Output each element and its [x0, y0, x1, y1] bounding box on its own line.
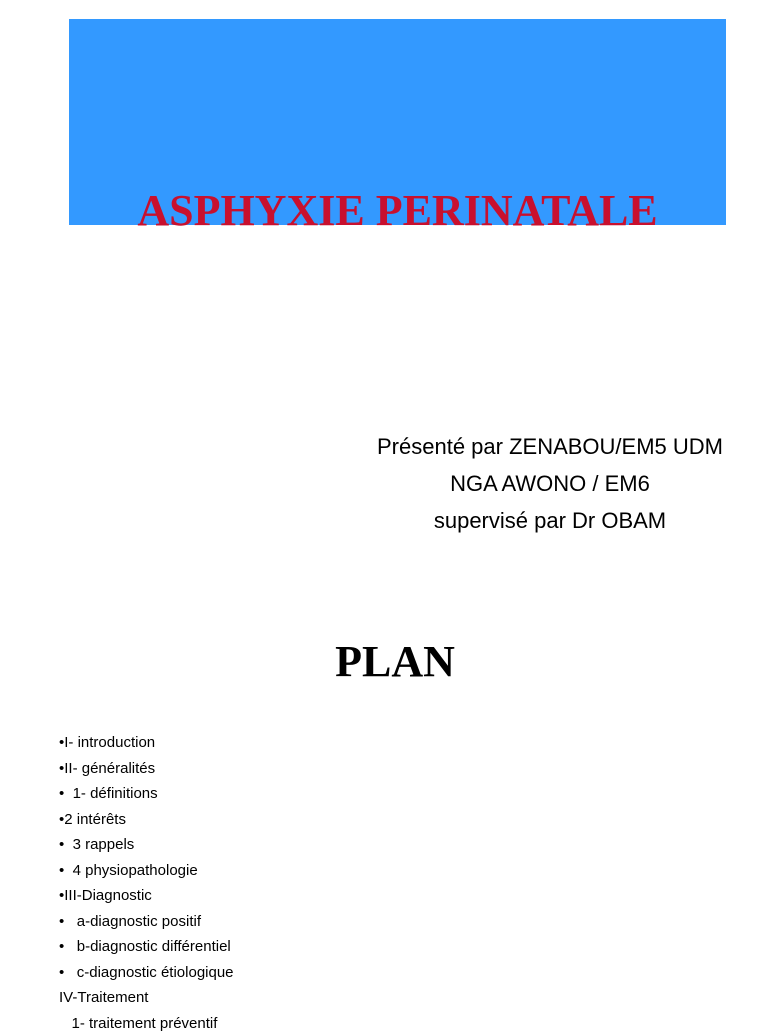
list-item: IV-Traitement: [59, 985, 234, 1011]
list-item: • 1- définitions: [59, 781, 234, 807]
plan-list: [59, 730, 234, 1036]
list-item: • c-diagnostic étiologique: [59, 960, 234, 986]
list-item: 1- traitement préventif: [59, 1011, 234, 1036]
list-item: •I- introduction: [59, 730, 234, 756]
list-item: •II- généralités: [59, 756, 234, 782]
list-item: • 4 physiopathologie: [59, 858, 234, 884]
list-item: • b-diagnostic différentiel: [59, 934, 234, 960]
presenters-block: [340, 428, 760, 539]
list-item: • 3 rappels: [59, 832, 234, 858]
presenter-line: NGA AWONO / EM6: [340, 465, 760, 502]
list-item: •III-Diagnostic: [59, 883, 234, 909]
slide-title: ASPHYXIE PERINATALE: [69, 183, 726, 239]
list-item: • a-diagnostic positif: [59, 909, 234, 935]
supervisor-line: supervisé par Dr OBAM: [340, 502, 760, 539]
title-banner: [69, 19, 726, 225]
list-item: •2 intérêts: [59, 807, 234, 833]
presenter-line: Présenté par ZENABOU/EM5 UDM: [340, 428, 760, 465]
plan-title: PLAN: [0, 636, 768, 688]
